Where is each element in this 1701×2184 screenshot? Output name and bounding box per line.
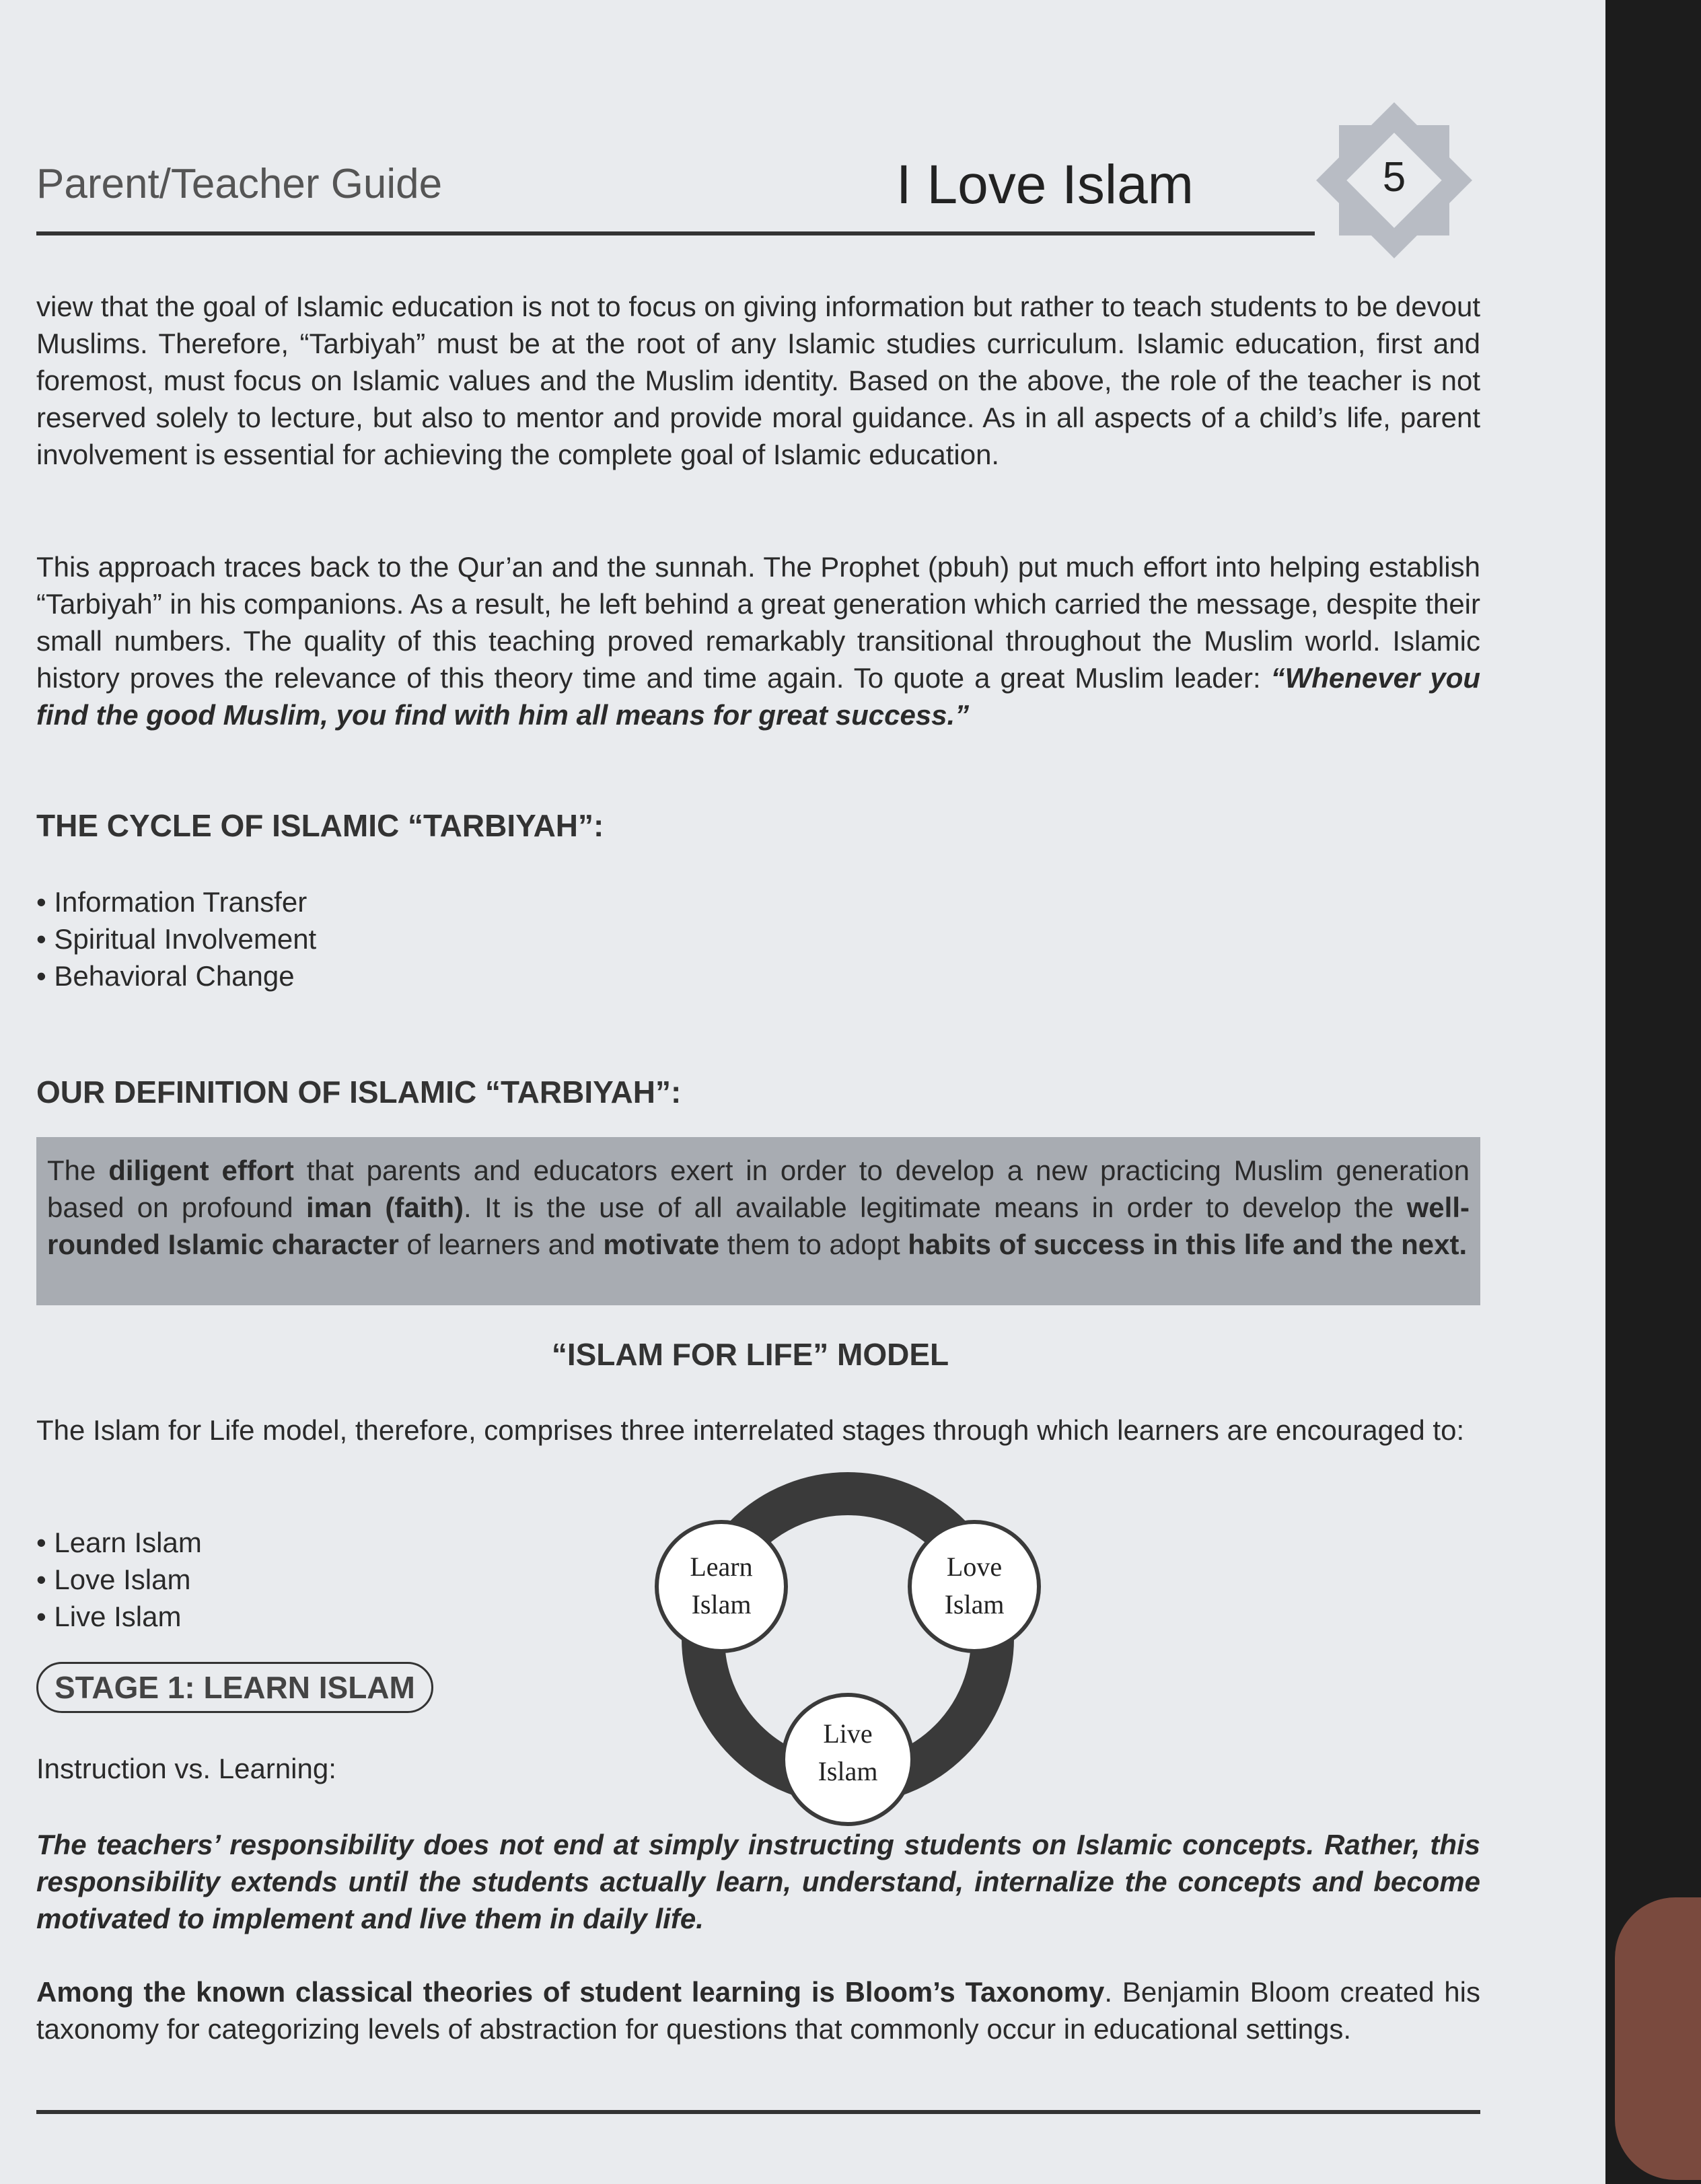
history-paragraph (36, 548, 1480, 733)
love-label-line1: Love (946, 1552, 1003, 1582)
bloom-paragraph (36, 1973, 1480, 2047)
definition-emphasis: habits of success in this life and the next. (908, 1229, 1468, 1260)
love-label-line2: Islam (944, 1589, 1005, 1619)
definition-text: that parents and educators exert in order to develop a new practicing Muslim generation based on profound (47, 1155, 1470, 1223)
footer-divider (36, 2110, 1480, 2114)
stage-1-label: STAGE 1: LEARN ISLAM (36, 1662, 433, 1713)
definition-emphasis: well-rounded Islamic character (47, 1192, 1470, 1260)
list-item: • Information Transfer (36, 886, 307, 918)
bloom-text: . Benjamin Bloom created his taxonomy for categorizing levels of abstraction for questions that commonly occur in educational settings. (36, 1976, 1480, 2045)
learn-label-line2: Islam (691, 1589, 752, 1619)
list-item: • Live Islam (36, 1601, 182, 1632)
list-item: • Learn Islam (36, 1527, 202, 1558)
model-title: “ISLAM FOR LIFE” MODEL (551, 1337, 949, 1372)
definition-emphasis: diligent effort (108, 1155, 294, 1186)
definition-text: . It is the use of all available legitimate means in order to develop the (464, 1192, 1407, 1223)
definition-text: them to adopt (719, 1229, 908, 1260)
stages-list (36, 1524, 202, 1635)
learn-islam-node (657, 1522, 786, 1651)
love-islam-node (910, 1522, 1039, 1651)
live-label-line2: Islam (818, 1756, 878, 1786)
instruction-subheading: Instruction vs. Learning: (36, 1753, 336, 1784)
guide-title: Parent/Teacher Guide (36, 161, 443, 207)
list-item: • Love Islam (36, 1564, 191, 1595)
responsibility-paragraph: The teachers’ responsibility does not end at simply instructing students on Islamic concepts. Rather, this responsibility extends until the students actually learn, understand, internalize the concepts and become motivated to implement and live them in daily life. (36, 1829, 1480, 1934)
history-text: This approach traces back to the Qur’an and the sunnah. The Prophet (pbuh) put much effort into helping establish “Tarbiyah” in his companions. As a result, he left behind a great generation which carried the message, despite their small numbers. The quality of this teaching proved remarkably transitional throughout the Muslim world. Islamic history proves the relevance of this theory time and time again. To quote a great Muslim leader: (36, 551, 1480, 694)
cycle-heading: THE CYCLE OF ISLAMIC “TARBIYAH”: (36, 808, 604, 843)
live-label-line1: Live (823, 1718, 873, 1749)
live-islam-node (783, 1695, 912, 1824)
definition-emphasis: iman (faith) (306, 1192, 464, 1223)
definition-box (36, 1137, 1480, 1305)
finger-edge (1615, 1897, 1701, 2180)
islam-for-life-diagram (646, 1460, 1050, 1830)
bloom-emphasis: Among the known classical theories of student learning is Bloom’s Taxonomy (36, 1976, 1105, 2008)
model-intro: The Islam for Life model, therefore, comprises three interrelated stages through which learners are encouraged to: (36, 1414, 1465, 1446)
book-title: I Love Islam (896, 154, 1194, 215)
definition-emphasis: motivate (603, 1229, 720, 1260)
learn-label-line1: Learn (690, 1552, 753, 1582)
leader-quote: “Whenever you find the good Muslim, you find with him all means for great success.” (36, 662, 1480, 731)
page-number: 5 (1382, 154, 1406, 201)
definition-text: The (47, 1155, 109, 1186)
definition-text: of learners and (398, 1229, 604, 1260)
header-divider (36, 231, 1315, 235)
definition-heading: OUR DEFINITION OF ISLAMIC “TARBIYAH”: (36, 1075, 682, 1109)
list-item: • Spiritual Involvement (36, 923, 317, 955)
list-item: • Behavioral Change (36, 960, 295, 992)
cycle-list (36, 883, 316, 994)
intro-paragraph: view that the goal of Islamic education is not to focus on giving information but rather to teach students to be devout Muslims. Therefore, “Tarbiyah” must be at the root of any Islamic studies curriculum. Islamic education, first and foremost, must focus on Islamic values and the Muslim identity. Based on the above, the role of the teacher is not reserved solely to lecture, but also to mentor and provide moral guidance. As in all aspects of a child’s life, parent involvement is essential for achieving the complete goal of Islamic education. (36, 291, 1480, 470)
